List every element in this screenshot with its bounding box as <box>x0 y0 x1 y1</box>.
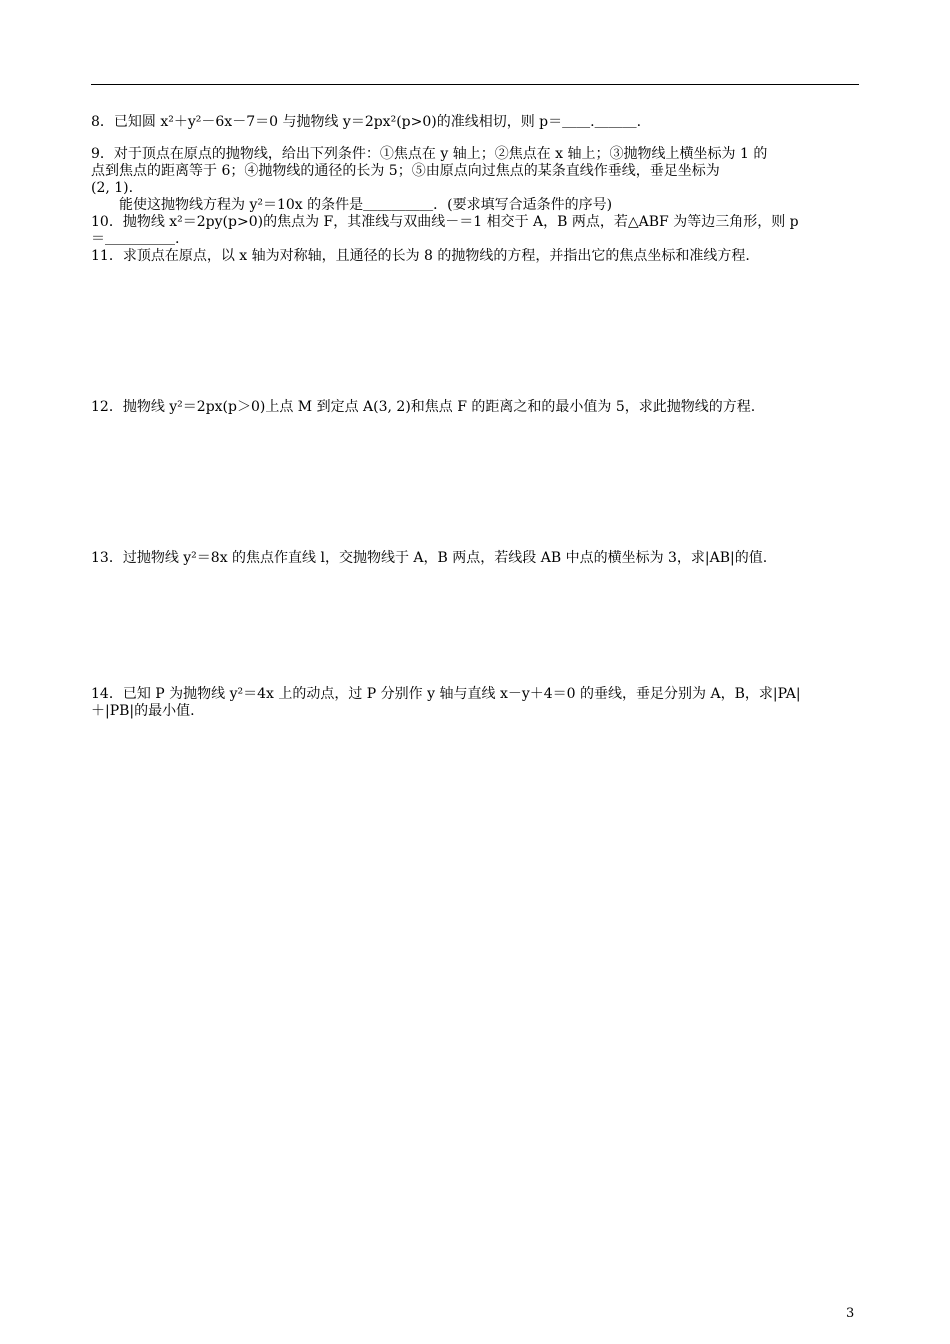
question-13-text: 13．过抛物线 y²＝8x 的焦点作直线 l，交抛物线于 A，B 两点，若线段 AB 中点的横坐标为 3，求|AB|的值. <box>91 550 768 566</box>
question-11-text: 11．求顶点在原点，以 x 轴为对称轴，且通径的长为 8 的抛物线的方程，并指出它的焦点坐标和准线方程. <box>91 248 750 264</box>
question-9-line-1: 9．对于顶点在原点的抛物线，给出下列条件：①焦点在 y 轴上；②焦点在 x 轴上；③抛物线上横坐标为 1 的 <box>91 146 768 162</box>
question-12 <box>91 399 861 416</box>
question-14-line-1: 14．已知 P 为抛物线 y²＝4x 上的动点，过 P 分别作 y 轴与直线 x－y＋4＝0 的垂线，垂足分别为 A，B，求|PA| <box>91 686 801 702</box>
question-12-text: 12．抛物线 y²＝2px(p＞0)上点 M 到定点 A(3, 2)和焦点 F 的距离之和的最小值为 5，求此抛物线的方程. <box>91 399 756 415</box>
question-9-line-4: 能使这抛物线方程为 y²＝10x 的条件是＿＿＿＿＿．(要求填写合适条件的序号) <box>91 197 613 213</box>
question-14-line-2: ＋|PB|的最小值. <box>91 703 195 719</box>
question-8-text: 8．已知圆 x²＋y²－6x－7＝0 与抛物线 y＝2px²(p>0)的准线相切，则 p＝＿＿.＿＿＿. <box>91 114 642 130</box>
question-8 <box>91 114 861 131</box>
question-13 <box>91 550 861 567</box>
question-10-line-2: ＝＿＿＿＿＿. <box>91 231 180 247</box>
question-9-line-3: (2, 1). <box>91 180 134 196</box>
question-11 <box>91 248 861 265</box>
page-number: 3 <box>846 1306 855 1321</box>
header-rule <box>91 84 859 85</box>
question-14 <box>91 686 861 720</box>
question-9 <box>91 146 861 214</box>
question-9-line-2: 点到焦点的距离等于 6；④抛物线的通径的长为 5；⑤由原点向过焦点的某条直线作垂线，垂足坐标为 <box>91 163 720 179</box>
question-10 <box>91 214 861 248</box>
question-10-line-1: 10．抛物线 x²＝2py(p>0)的焦点为 F，其准线与双曲线－＝1 相交于 A，B 两点，若△ABF 为等边三角形，则 p <box>91 214 799 230</box>
